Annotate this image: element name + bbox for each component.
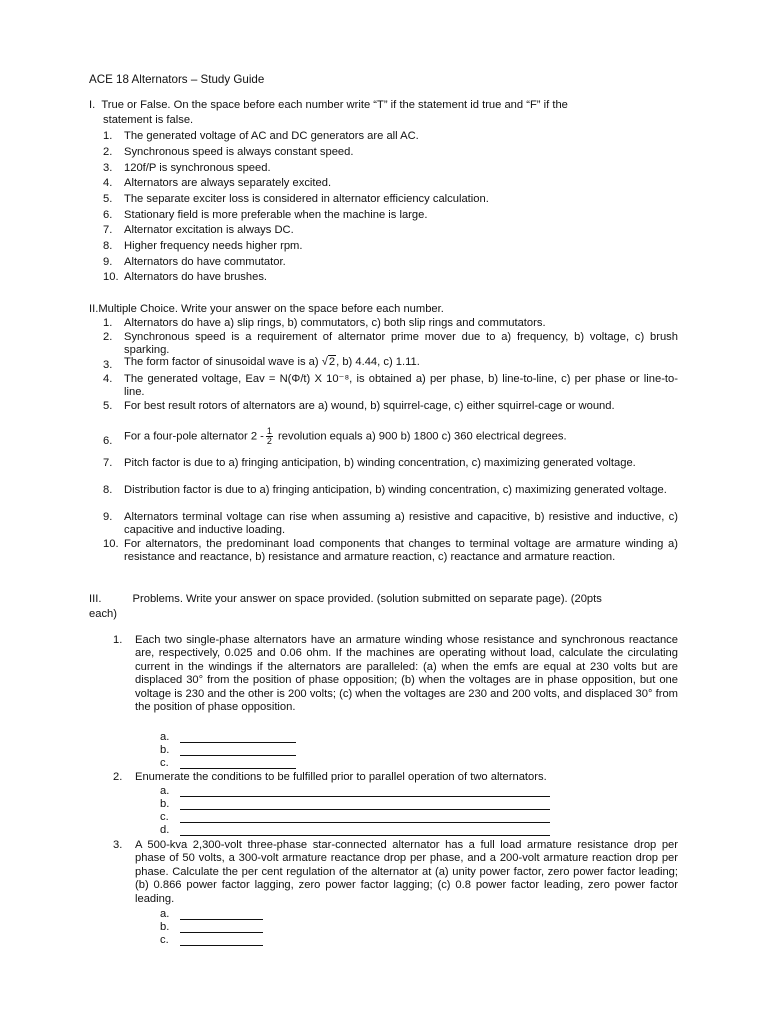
answer-letter: a. xyxy=(160,785,170,797)
section2-heading-bold: Multiple Choice xyxy=(98,303,175,315)
section3-heading-bold: Problems xyxy=(132,593,180,605)
s1-item-num: 4. xyxy=(103,177,113,189)
problem-text: A 500-kva 2,300-volt three-phase star-connected alternator has a full load armature resistance drop per phase of 50 volts, a 300-volt armature reactance drop per phase, and a 200-volt armature reaction drop per phase. Calculate the per cent regulation of the alternator at (a) unity power factor, zero power factor leading; (b) 0.866 power factor lagging, zero power factor lagging; (c) 0.8 power factor leading, zero power factor leading. xyxy=(135,839,678,905)
s2-item6-pre: For a four-pole alternator 2 - xyxy=(124,430,264,443)
s2-item-num: 10. xyxy=(103,538,119,550)
section3-heading-text: . Write your answer on space provided. (solution submitted on separate page). (20pts xyxy=(179,593,602,605)
s2-item-text: The generated voltage, Eav = N(Φ/t) X 10⁻⁸, is obtained a) per phase, b) line-to-line, c) per phase or line-to-line. xyxy=(124,373,678,399)
answer-blank[interactable] xyxy=(180,824,550,836)
s2-item-num: 6. xyxy=(103,435,113,447)
fraction xyxy=(266,427,273,446)
section1-number: I. xyxy=(89,99,96,111)
s2-item-text: Alternators terminal voltage can rise when assuming a) resistive and capacitive, b) resistive and inductive, c) capacitive and inductive loading. xyxy=(124,511,678,537)
s2-item-text: Alternators do have a) slip rings, b) commutators, c) both slip rings and commutators. xyxy=(124,317,546,329)
s2-item-num: 9. xyxy=(103,511,113,523)
s2-item-num: 5. xyxy=(103,400,113,412)
s1-item-num: 10. xyxy=(103,271,119,283)
s1-item-text: 120f/P is synchronous speed. xyxy=(124,162,271,174)
s2-item-text: Distribution factor is due to a) fringing anticipation, b) winding concentration, c) maximizing generated voltage. xyxy=(124,484,667,496)
s1-item-num: 8. xyxy=(103,240,113,252)
s1-item-text: Stationary field is more preferable when the machine is large. xyxy=(124,209,428,221)
s2-item-num: 4. xyxy=(103,373,113,385)
section1-heading-text: True or False. On the space before each number write “T” if the statement id true and “F” if the xyxy=(101,99,568,111)
s1-item-text: Alternators do have commutator. xyxy=(124,256,286,268)
answer-letter: c. xyxy=(160,757,169,769)
answer-blank[interactable] xyxy=(180,731,296,743)
fraction-numerator: 1 xyxy=(266,426,272,436)
s2-item-text: For alternators, the predominant load components that changes to terminal voltage are armature winding a) resistance and reactance, b) resistance and armature reaction, c) reactance and armature reaction. xyxy=(124,538,678,564)
answer-blank[interactable] xyxy=(180,744,296,756)
section2-number: II. xyxy=(89,303,99,315)
s2-item3-post: , b) 4.44, c) 1.11. xyxy=(336,356,420,368)
problem-number: 3. xyxy=(113,839,123,851)
s1-item-text: The generated voltage of AC and DC generators are all AC. xyxy=(124,130,419,142)
answer-letter: a. xyxy=(160,731,170,743)
answer-letter: c. xyxy=(160,934,169,946)
answer-letter: b. xyxy=(160,744,170,756)
s2-item-text: Synchronous speed is a requirement of alternator prime mover due to a) frequency, b) voltage, c) brush sparking. xyxy=(124,331,678,357)
section3-number: III. xyxy=(89,593,102,605)
section3-heading-cont: each) xyxy=(89,608,117,620)
answer-blank[interactable] xyxy=(180,921,263,933)
problem-number: 1. xyxy=(113,634,123,646)
s2-item-text xyxy=(124,427,567,446)
document-title: ACE 18 Alternators – Study Guide xyxy=(89,73,265,86)
sqrt-symbol: √2 xyxy=(321,356,336,368)
answer-letter: c. xyxy=(160,811,169,823)
s1-item-text: Alternators do have brushes. xyxy=(124,271,268,283)
problem-number: 2. xyxy=(113,771,123,783)
s1-item-num: 1. xyxy=(103,130,113,142)
answer-blank[interactable] xyxy=(180,934,263,946)
answer-letter: b. xyxy=(160,798,170,810)
s2-item-num: 3. xyxy=(103,359,113,371)
answer-blank[interactable] xyxy=(180,757,296,769)
problem-text: Each two single-phase alternators have an armature winding whose resistance and synchronous reactance are, respectively, 0.025 and 0.06 ohm. If the machines are operating without load, calculate the circulating current in the windings if the alternators are paralleled: (a) when the emfs are equal at 230 volts but are displaced 30° from the position of phase opposition; (b) when the voltages are in phase opposition, but one voltage is 230 and the other is 200 volts; (c) when the voltages are 230 and 200 volts, and displaced 30° from the position of phase opposition. xyxy=(135,634,678,714)
s1-item-text: Alternator excitation is always DC. xyxy=(124,224,294,236)
s2-item-text: Pitch factor is due to a) fringing anticipation, b) winding concentration, c) maximizing generated voltage. xyxy=(124,457,636,469)
s1-item-num: 5. xyxy=(103,193,113,205)
s2-item-num: 8. xyxy=(103,484,113,496)
radicand: 2 xyxy=(328,356,336,368)
answer-blank[interactable] xyxy=(180,798,550,810)
section1-heading xyxy=(89,99,568,112)
s1-item-text: Synchronous speed is always constant speed. xyxy=(124,146,354,158)
section1-heading-cont: statement is false. xyxy=(103,114,194,126)
answer-blank[interactable] xyxy=(180,811,550,823)
answer-letter: b. xyxy=(160,921,170,933)
s1-item-num: 6. xyxy=(103,209,113,221)
s1-item-num: 7. xyxy=(103,224,113,236)
s2-item-text: For best result rotors of alternators are a) wound, b) squirrel-cage, c) either squirrel-cage or wound. xyxy=(124,400,615,412)
problem-text: Enumerate the conditions to be fulfilled prior to parallel operation of two alternators. xyxy=(135,771,547,783)
answer-letter: a. xyxy=(160,908,170,920)
s1-item-text: The separate exciter loss is considered in alternator efficiency calculation. xyxy=(124,193,489,205)
s2-item-num: 7. xyxy=(103,457,113,469)
section3-heading xyxy=(89,593,602,606)
fraction-denominator: 2 xyxy=(266,436,272,446)
s2-item-text xyxy=(124,356,420,369)
s2-item-num: 1. xyxy=(103,317,113,329)
s1-item-num: 9. xyxy=(103,256,113,268)
s1-item-num: 3. xyxy=(103,162,113,174)
answer-blank[interactable] xyxy=(180,908,263,920)
s2-item6-post: revolution equals a) 900 b) 1800 c) 360 electrical degrees. xyxy=(274,430,567,443)
section2-heading xyxy=(89,303,444,316)
s2-item-num: 2. xyxy=(103,331,113,343)
answer-letter: d. xyxy=(160,824,170,836)
s1-item-num: 2. xyxy=(103,146,113,158)
s1-item-text: Alternators are always separately excited. xyxy=(124,177,332,189)
s1-item-text: Higher frequency needs higher rpm. xyxy=(124,240,303,252)
s2-item3-pre: The form factor of sinusoidal wave is a) xyxy=(124,356,322,368)
answer-blank[interactable] xyxy=(180,785,550,797)
section2-heading-text: . Write your answer on the space before each number. xyxy=(174,303,444,315)
